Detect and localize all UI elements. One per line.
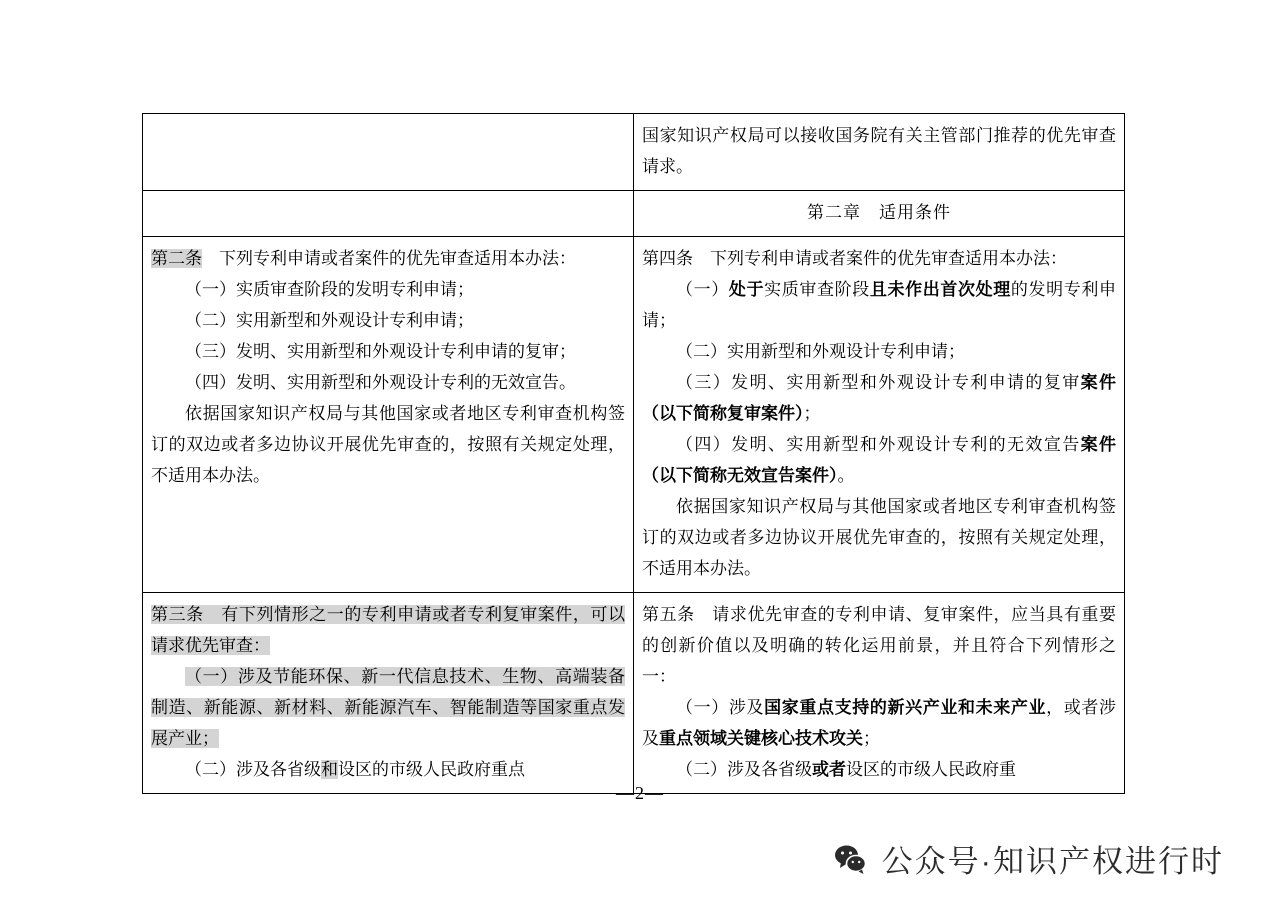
item-1-part-a: （一）涉及 [676,698,765,717]
article-number: 第二条 [151,249,202,268]
item-4-part-b: 案件（以下简称无效宣告案件） [642,435,1117,485]
table-cell-right-chapter [634,191,1125,237]
chapter-heading: 第二章 适用条件 [807,203,951,222]
item-1-part-b: 国家重点支持的新兴产业和未来产业 [764,698,1047,717]
item-3: （三）发明、实用新型和外观设计专利申请的复审； [185,342,576,361]
item-1 [642,274,1116,336]
item-2-part-c: 设区的市级人民政府重 [846,760,1016,779]
table-row [143,191,1125,237]
article-number: 第三条 [151,605,204,624]
item-2 [151,754,625,785]
item-4-part-a: （四）发明、实用新型和外观设计专利的无效宣告 [676,435,1081,454]
table-cell-left [143,237,634,593]
article-number: 第五条 [642,605,695,624]
article-text: 下列专利申请或者案件的优先审查适用本办法： [693,249,1067,268]
item-1-part-b: 处于 [728,280,765,299]
item-2-part-b: 或者 [812,760,846,779]
item-2-part-b: 和 [321,760,338,779]
item-1-part-c: ，或者涉及 [642,698,1116,748]
item-2-part-a: （二）涉及各省级 [185,760,321,779]
item-2-part-a: （二）涉及各省级 [676,760,812,779]
article-text: 请求优先审查的专利申请、复审案件，应当具有重要的创新价值以及明确的转化运用前景，并且符合下列情形之一： [642,605,1117,686]
page-number: —2— [616,783,664,803]
item-4-part-c: 。 [837,466,855,485]
item-3-part-c: ； [803,404,821,423]
item-2-part-c: 设区的市级人民政府重点 [338,760,525,779]
wechat-icon [832,841,868,877]
table-cell-right [634,114,1125,191]
item-1-part-d: 且未作出首次处理 [869,280,1011,299]
closing-paragraph: 依据国家知识产权局与其他国家或者地区专利审查机构签订的双边或者多边协议开展优先审查的，按照有关规定处理，不适用本办法。 [642,497,1116,578]
table-row [143,237,1125,593]
item-2: （二）实用新型和外观设计专利申请； [185,311,474,330]
table-cell-right [634,593,1125,794]
item-1-part-e: 的发明专利申请； [642,280,1116,330]
article-text: 下列专利申请或者案件的优先审查适用本办法： [202,249,576,268]
item-3 [642,367,1116,429]
item-1: （一）实质审查阶段的发明专利申请； [185,280,474,299]
item-3-part-b: 案件（以下简称复审案件） [642,373,1117,423]
item-4 [642,429,1116,491]
table-cell-left-empty [143,191,634,237]
table-cell-left [143,593,634,794]
article-4-heading [642,243,1116,274]
item-1 [642,692,1116,754]
item-1-part-d: 重点领域关键核心技术攻关 [659,729,863,748]
article-5-heading [642,599,1116,692]
item-1 [151,661,625,754]
item-1-part-e: ； [863,729,880,748]
item-2: （二）实用新型和外观设计专利申请； [676,342,965,361]
comparison-table [142,113,1125,794]
footer-watermark [832,836,1224,881]
table-cell-left-empty [143,114,634,191]
article-text: 有下列情形之一的专利申请或者专利复审案件，可以请求优先审查： [151,605,626,655]
article-3-heading [151,599,625,661]
closing-paragraph: 依据国家知识产权局与其他国家或者地区专利审查机构签订的双边或者多边协议开展优先审查的，按照有关规定处理，不适用本办法。 [151,404,625,485]
table-row [143,114,1125,191]
table-row [143,593,1125,794]
article-number: 第四条 [642,249,693,268]
table-cell-right [634,237,1125,593]
footer-brand-text: 公众号·知识产权进行时 [881,844,1224,879]
article-2-heading [151,243,625,274]
item-1-part-a: （一） [676,280,729,299]
item-2 [642,754,1116,785]
item-1-text: （一）涉及节能环保、新一代信息技术、生物、高端装备制造、新能源、新材料、新能源汽车、智能制造等国家重点发展产业； [151,667,625,748]
item-1-part-c: 实质审查阶段 [764,280,870,299]
table-body [143,114,1125,794]
item-3-part-a: （三）发明、实用新型和外观设计专利申请的复审 [676,373,1081,392]
item-4: （四）发明、实用新型和外观设计专利的无效宣告。 [185,373,576,392]
paragraph: 国家知识产权局可以接收国务院有关主管部门推荐的优先审查请求。 [642,126,1116,176]
